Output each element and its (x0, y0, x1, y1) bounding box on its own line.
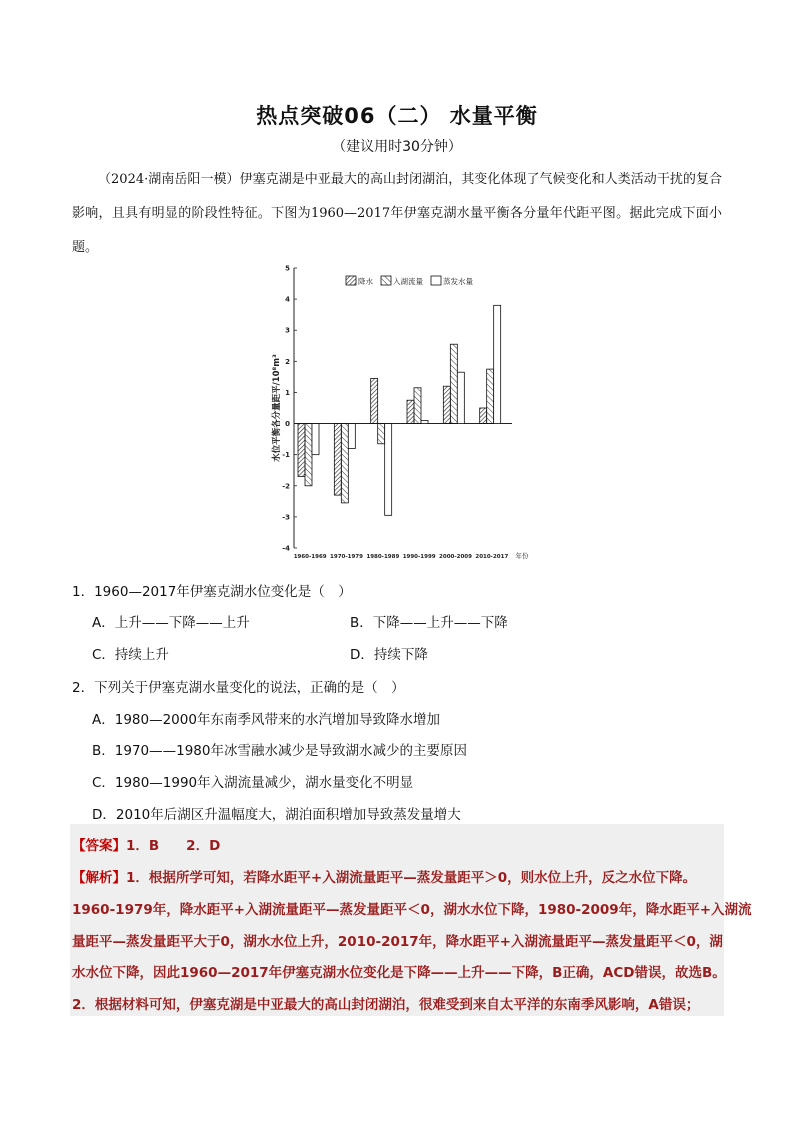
analysis-line-3: 量距平—蒸发量距平大于0，湖水水位上升，2010-2017年，降水距平+入湖流量距平—蒸发量距平＜0，湖 (72, 934, 723, 950)
analysis-line-5: 2．根据材料可知，伊塞克湖是中亚最大的高山封闭湖泊，很难受到来自太平洋的东南季风影响，A错误； (72, 997, 700, 1013)
q1-option-c: C．持续上升 (92, 647, 169, 663)
chart-bar (487, 369, 494, 423)
chart-y-tick-label: 5 (285, 264, 290, 273)
q2-option-c: C．1980—1990年入湖流量减少，湖水量变化不明显 (92, 775, 414, 791)
chart-y-axis-label: 水位平衡各分量距平/10⁸m³ (272, 354, 282, 462)
chart-bar (494, 305, 501, 423)
chart-bar (371, 378, 378, 423)
analysis-line-4: 水水位下降，因此1960—2017年伊塞克湖水位变化是下降——上升——下降，B正确，ACD错误，故选B。 (72, 965, 726, 981)
chart-legend-swatch (346, 276, 356, 285)
chart-bar (348, 424, 355, 449)
chart-bar (414, 388, 421, 424)
chart-y-tick-label: 3 (285, 326, 290, 335)
chart-y-tick-label: -4 (282, 544, 290, 553)
chart-bar (378, 424, 385, 444)
chart-bar (407, 400, 414, 423)
chart-y-tick-label: 2 (285, 357, 290, 366)
chart-bar (421, 420, 428, 423)
analysis-label: 【解析】 (72, 870, 126, 886)
q2-option-d: D．2010年后湖区升温幅度大，湖泊面积增加导致蒸发量增大 (92, 807, 461, 823)
answer-label: 【答案】 (72, 838, 126, 854)
q1-option-b: B．下降——上升——下降 (350, 615, 508, 631)
chart-bar (457, 372, 464, 423)
chart-bar (312, 424, 319, 455)
water-balance-chart (270, 258, 530, 568)
chart-y-tick-label: 4 (285, 295, 290, 304)
intro-paragraph: （2024·湖南岳阳一模）伊塞克湖是中亚最大的高山封闭湖泊，其变化体现了气候变化和人类活动干扰的复合影响，且具有明显的阶段性特征。下图为1960—2017年伊塞克湖水量平衡各分量年代距平图。据此完成下面小题。 (72, 172, 722, 255)
chart-bar (385, 424, 392, 516)
analysis-line-2: 1960-1979年，降水距平+入湖流量距平—蒸发量距平＜0，湖水水位下降，1980-2009年，降水距平+入湖流 (72, 902, 752, 918)
chart-y-tick-label: 1 (285, 388, 290, 397)
chart-legend-label: 入湖流量 (393, 277, 423, 286)
page-subtitle: （建议用时30分钟） (332, 139, 462, 155)
chart-bar (305, 424, 312, 486)
chart-bar (298, 424, 305, 477)
chart-bar (450, 344, 457, 423)
analysis-line-1 (72, 866, 722, 886)
chart-bar (443, 386, 450, 423)
analysis-text-1: 1．根据所学可知，若降水距平+入湖流量距平—蒸发量距平＞0，则水位上升，反之水位下降。 (126, 870, 697, 886)
chart-legend-label: 降水 (358, 277, 373, 286)
q2-option-b: B．1970——1980年冰雪融水减少是导致湖水减少的主要原因 (92, 743, 467, 759)
page-title: 热点突破06（二） 水量平衡 (256, 104, 538, 128)
question-2-stem: 2．下列关于伊塞克湖水量变化的说法，正确的是（ ） (72, 680, 405, 696)
q2-option-a: A．1980—2000年东南季风带来的水汽增加导致降水增加 (92, 712, 440, 728)
chart-legend-label: 蒸发水量 (443, 277, 473, 286)
chart-y-tick-label: -3 (282, 513, 290, 522)
chart-y-tick-label: -1 (282, 451, 290, 460)
chart-bar (341, 424, 348, 503)
answer-line (72, 834, 722, 854)
chart-bar (334, 424, 341, 496)
chart-x-tick-label: 1960-1969 (293, 554, 327, 560)
q1-option-a: A．上升——下降——上升 (92, 615, 250, 631)
chart-legend-swatch (431, 276, 441, 285)
chart-x-tick-label: 2000-2009 (439, 554, 472, 560)
answer-text: 1．B 2．D (126, 838, 221, 854)
chart-x-tick-label: 1990-1999 (402, 554, 436, 560)
chart-legend-swatch (381, 276, 391, 285)
chart-x-tick-label: 2010-2017 (475, 554, 509, 560)
chart-bar (480, 408, 487, 424)
question-1-stem: 1．1960—2017年伊塞克湖水位变化是（ ） (72, 584, 352, 600)
chart-x-tick-label: 1980-1989 (366, 554, 400, 560)
chart-y-tick-label: 0 (285, 420, 290, 429)
chart-x-axis-suffix: 年份 (515, 552, 529, 560)
chart-x-tick-label: 1970-1979 (330, 554, 363, 560)
q1-option-d: D．持续下降 (350, 647, 428, 663)
chart-y-tick-label: -2 (282, 482, 290, 491)
